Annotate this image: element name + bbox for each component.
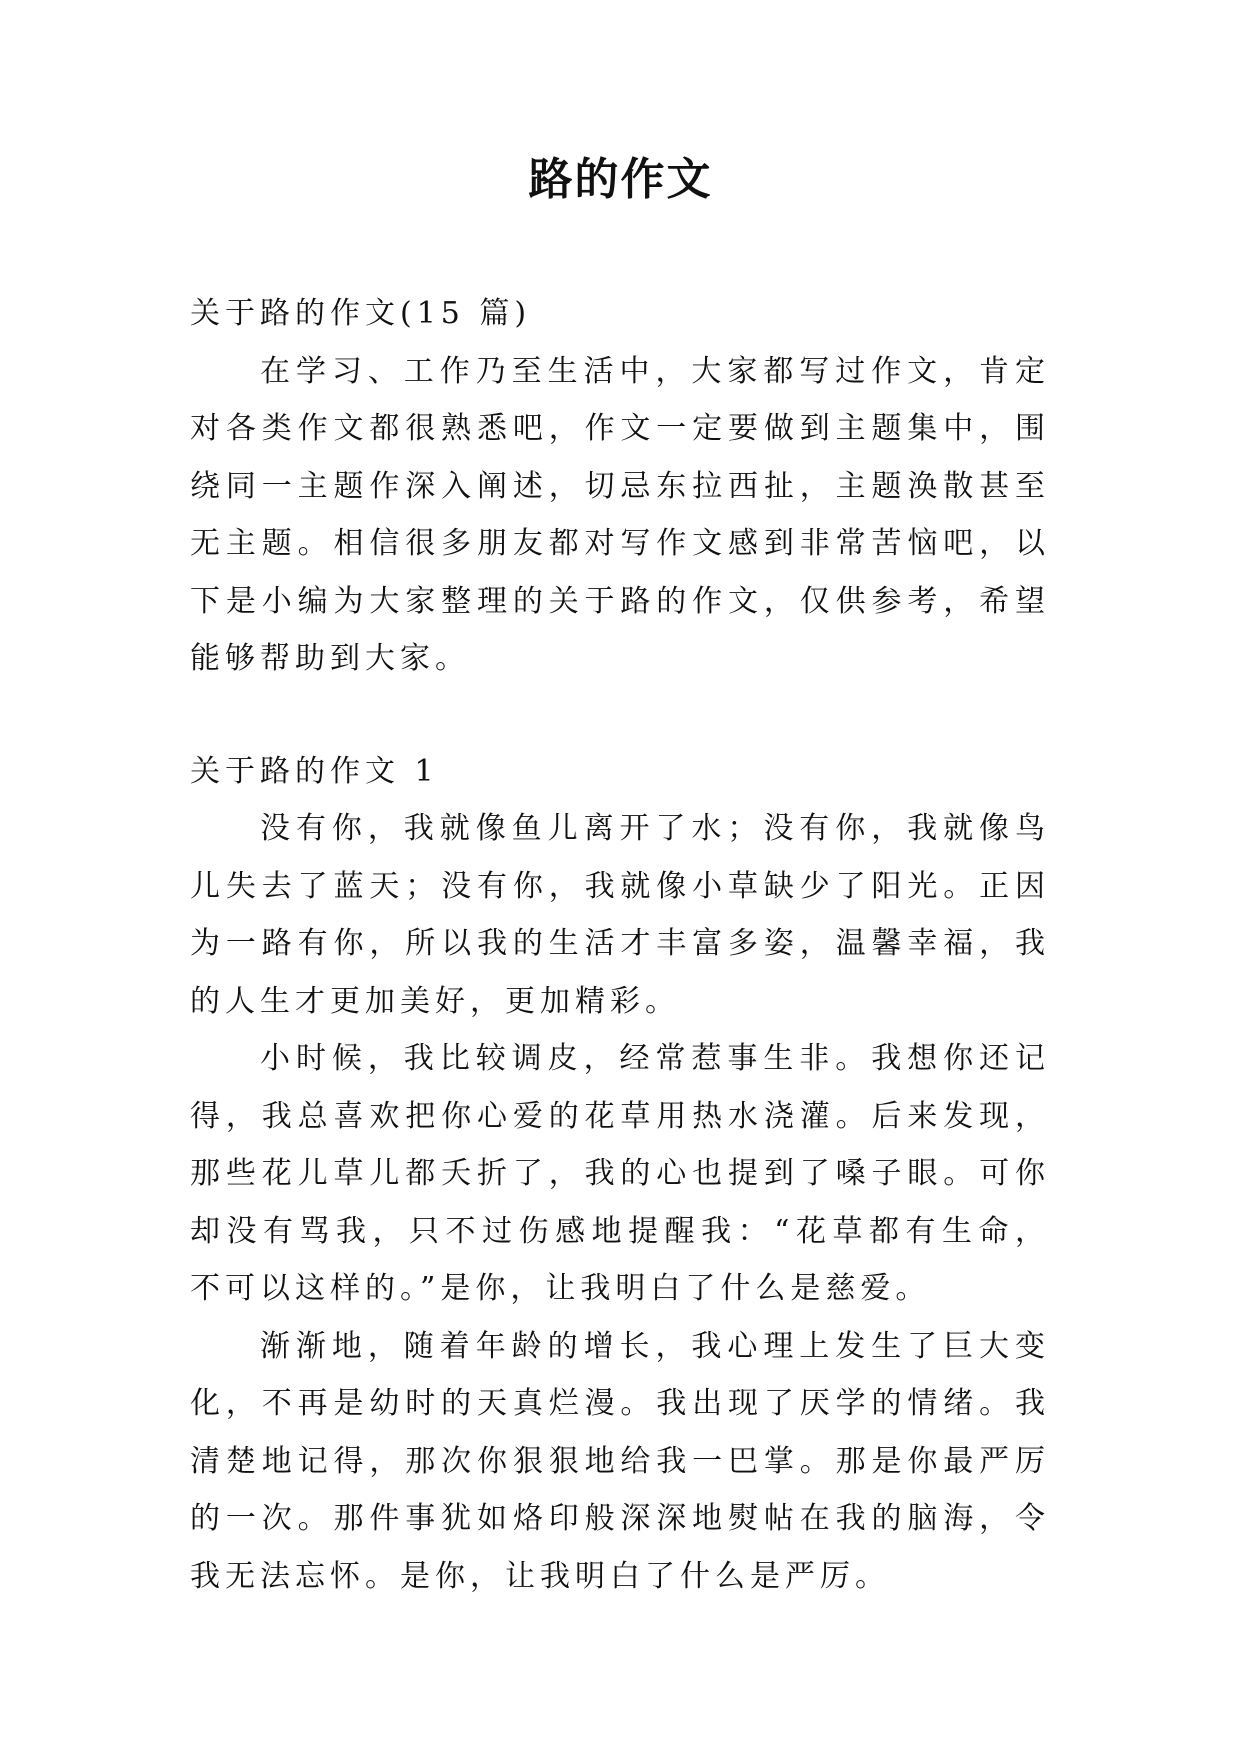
intro-paragraph: 在学习、工作乃至生活中，大家都写过作文，肯定对各类作文都很熟悉吧，作文一定要做到主题集中，围绕同一主题作深入阐述，切忌东拉西扯，主题涣散甚至无主题。相信很多朋友都对写作文感到非常苦恼吧，以下是小编为大家整理的关于路的作文，仅供参考，希望能够帮助到大家。 xyxy=(190,353,1050,676)
body-paragraph: 没有你，我就像鱼儿离开了水；没有你，我就像鸟儿失去了蓝天；没有你，我就像小草缺少了阳光。正因为一路有你，所以我的生活才丰富多姿，温馨幸福，我的人生才更加美好，更加精彩。 xyxy=(190,811,1050,1019)
document-title: 路的作文 xyxy=(528,154,713,205)
document-body xyxy=(190,285,1050,1605)
body-paragraph: 小时候，我比较调皮，经常惹事生非。我想你还记得，我总喜欢把你心爱的花草用热水浇灌。后来发现，那些花儿草儿都夭折了，我的心也提到了嗓子眼。可你却没有骂我，只不过伤感地提醒我：“花草都有生命，不可以这样的。”是你，让我明白了什么是慈爱。 xyxy=(190,1041,1050,1306)
intro-heading: 关于路的作文(15 篇) xyxy=(190,296,532,331)
section-heading: 关于路的作文 1 xyxy=(190,753,439,789)
body-paragraph: 渐渐地，随着年龄的增长，我心理上发生了巨大变化，不再是幼时的天真烂漫。我出现了厌学的情绪。我清楚地记得，那次你狠狠地给我一巴掌。那是你最严厉的一次。那件事犹如烙印般深深地熨帖在我的脑海，令我无法忘怀。是你，让我明白了什么是严厉。 xyxy=(190,1328,1050,1594)
section-spacer xyxy=(190,688,1050,743)
